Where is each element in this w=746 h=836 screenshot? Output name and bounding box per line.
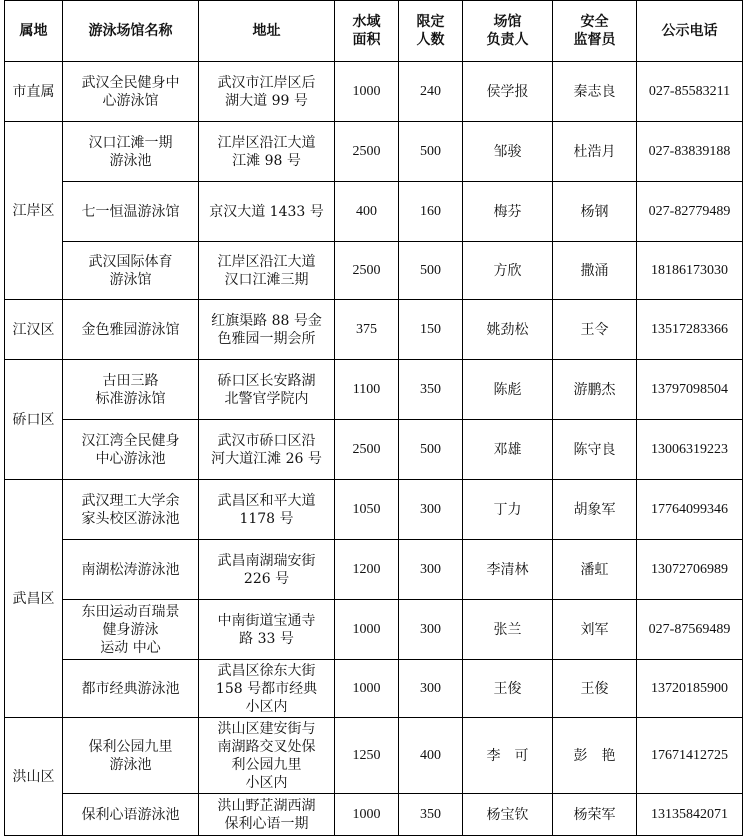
district-cell: 江汉区 — [5, 300, 63, 360]
manager-cell: 杨宝钦 — [463, 794, 553, 836]
area-cell: 1000 — [335, 600, 399, 660]
manager-cell: 李 可 — [463, 718, 553, 794]
table-row — [5, 420, 743, 480]
header-capacity: 限定 人数 — [399, 1, 463, 62]
venue-cell: 都市经典游泳池 — [63, 660, 199, 718]
venue-cell: 保利心语游泳池 — [63, 794, 199, 836]
phone-cell: 027-85583211 — [637, 62, 743, 122]
supervisor-cell: 杨荣军 — [553, 794, 637, 836]
swimming-venue-table — [4, 0, 743, 836]
table-row — [5, 300, 743, 360]
phone-cell: 027-82779489 — [637, 182, 743, 242]
header-manager: 场馆 负责人 — [463, 1, 553, 62]
manager-cell: 方欣 — [463, 242, 553, 300]
table-row — [5, 242, 743, 300]
district-cell: 武昌区 — [5, 480, 63, 718]
table-row — [5, 480, 743, 540]
phone-cell: 17671412725 — [637, 718, 743, 794]
supervisor-cell: 游鹏杰 — [553, 360, 637, 420]
header-supervisor: 安全 监督员 — [553, 1, 637, 62]
manager-cell: 王俊 — [463, 660, 553, 718]
venue-cell: 古田三路 标准游泳馆 — [63, 360, 199, 420]
venue-cell: 保利公园九里 游泳池 — [63, 718, 199, 794]
capacity-cell: 350 — [399, 794, 463, 836]
table-row — [5, 122, 743, 182]
capacity-cell: 350 — [399, 360, 463, 420]
address-cell: 洪山野芷湖西湖 保利心语一期 — [199, 794, 335, 836]
area-cell: 1200 — [335, 540, 399, 600]
supervisor-cell: 彭 艳 — [553, 718, 637, 794]
address-cell: 江岸区沿江大道 江滩 98 号 — [199, 122, 335, 182]
supervisor-cell: 胡象军 — [553, 480, 637, 540]
phone-cell: 18186173030 — [637, 242, 743, 300]
area-cell: 1000 — [335, 62, 399, 122]
header-row — [5, 1, 743, 62]
area-cell: 1000 — [335, 660, 399, 718]
table-row — [5, 794, 743, 836]
supervisor-cell: 王俊 — [553, 660, 637, 718]
phone-cell: 13797098504 — [637, 360, 743, 420]
phone-cell: 13517283366 — [637, 300, 743, 360]
address-cell: 武汉市硚口区沿 河大道江滩 26 号 — [199, 420, 335, 480]
address-cell: 武昌南湖瑞安街 226 号 — [199, 540, 335, 600]
manager-cell: 邹骏 — [463, 122, 553, 182]
address-cell: 武汉市江岸区后 湖大道 99 号 — [199, 62, 335, 122]
venue-cell: 汉江湾全民健身 中心游泳池 — [63, 420, 199, 480]
area-cell: 375 — [335, 300, 399, 360]
manager-cell: 侯学报 — [463, 62, 553, 122]
capacity-cell: 300 — [399, 660, 463, 718]
table-row — [5, 718, 743, 794]
capacity-cell: 160 — [399, 182, 463, 242]
supervisor-cell: 潘虹 — [553, 540, 637, 600]
address-cell: 武昌区和平大道 1178 号 — [199, 480, 335, 540]
manager-cell: 陈彪 — [463, 360, 553, 420]
manager-cell: 姚劲松 — [463, 300, 553, 360]
address-cell: 武昌区徐东大街 158 号都市经典 小区内 — [199, 660, 335, 718]
capacity-cell: 300 — [399, 480, 463, 540]
capacity-cell: 500 — [399, 122, 463, 182]
venue-cell: 南湖松涛游泳池 — [63, 540, 199, 600]
capacity-cell: 300 — [399, 540, 463, 600]
supervisor-cell: 陈守良 — [553, 420, 637, 480]
phone-cell: 13720185900 — [637, 660, 743, 718]
phone-cell: 13135842071 — [637, 794, 743, 836]
phone-cell: 13072706989 — [637, 540, 743, 600]
header-area: 水域 面积 — [335, 1, 399, 62]
area-cell: 1250 — [335, 718, 399, 794]
address-cell: 硚口区长安路湖 北警官学院内 — [199, 360, 335, 420]
district-cell: 硚口区 — [5, 360, 63, 480]
address-cell: 红旗渠路 88 号金 色雅园一期会所 — [199, 300, 335, 360]
venue-cell: 武汉国际体育 游泳馆 — [63, 242, 199, 300]
district-cell: 市直属 — [5, 62, 63, 122]
venue-cell: 七一恒温游泳馆 — [63, 182, 199, 242]
manager-cell: 邓雄 — [463, 420, 553, 480]
venue-cell: 金色雅园游泳馆 — [63, 300, 199, 360]
supervisor-cell: 杜浩月 — [553, 122, 637, 182]
header-phone: 公示电话 — [637, 1, 743, 62]
district-cell: 洪山区 — [5, 718, 63, 836]
venue-cell: 武汉理工大学余 家头校区游泳池 — [63, 480, 199, 540]
phone-cell: 17764099346 — [637, 480, 743, 540]
manager-cell: 张兰 — [463, 600, 553, 660]
address-cell: 江岸区沿江大道 汉口江滩三期 — [199, 242, 335, 300]
capacity-cell: 500 — [399, 242, 463, 300]
supervisor-cell: 杨钢 — [553, 182, 637, 242]
capacity-cell: 500 — [399, 420, 463, 480]
venue-cell: 东田运动百瑞景 健身游泳 运动 中心 — [63, 600, 199, 660]
table-row — [5, 540, 743, 600]
area-cell: 1000 — [335, 794, 399, 836]
supervisor-cell: 撒涌 — [553, 242, 637, 300]
supervisor-cell: 王令 — [553, 300, 637, 360]
phone-cell: 027-87569489 — [637, 600, 743, 660]
area-cell: 400 — [335, 182, 399, 242]
manager-cell: 丁力 — [463, 480, 553, 540]
table-row — [5, 660, 743, 718]
header-venue: 游泳场馆名称 — [63, 1, 199, 62]
capacity-cell: 300 — [399, 600, 463, 660]
phone-cell: 13006319223 — [637, 420, 743, 480]
phone-cell: 027-83839188 — [637, 122, 743, 182]
supervisor-cell: 秦志良 — [553, 62, 637, 122]
address-cell: 中南街道宝通寺 路 33 号 — [199, 600, 335, 660]
area-cell: 2500 — [335, 242, 399, 300]
capacity-cell: 400 — [399, 718, 463, 794]
header-district: 属地 — [5, 1, 63, 62]
venue-cell: 武汉全民健身中 心游泳馆 — [63, 62, 199, 122]
address-cell: 京汉大道 1433 号 — [199, 182, 335, 242]
area-cell: 2500 — [335, 420, 399, 480]
area-cell: 1050 — [335, 480, 399, 540]
address-cell: 洪山区建安街与 南湖路交叉处保 利公园九里 小区内 — [199, 718, 335, 794]
table-row — [5, 62, 743, 122]
manager-cell: 梅芬 — [463, 182, 553, 242]
supervisor-cell: 刘军 — [553, 600, 637, 660]
area-cell: 2500 — [335, 122, 399, 182]
district-cell: 江岸区 — [5, 122, 63, 300]
header-address: 地址 — [199, 1, 335, 62]
capacity-cell: 240 — [399, 62, 463, 122]
venue-cell: 汉口江滩一期 游泳池 — [63, 122, 199, 182]
area-cell: 1100 — [335, 360, 399, 420]
table-row — [5, 360, 743, 420]
manager-cell: 李清林 — [463, 540, 553, 600]
table-row — [5, 182, 743, 242]
table-row — [5, 600, 743, 660]
capacity-cell: 150 — [399, 300, 463, 360]
